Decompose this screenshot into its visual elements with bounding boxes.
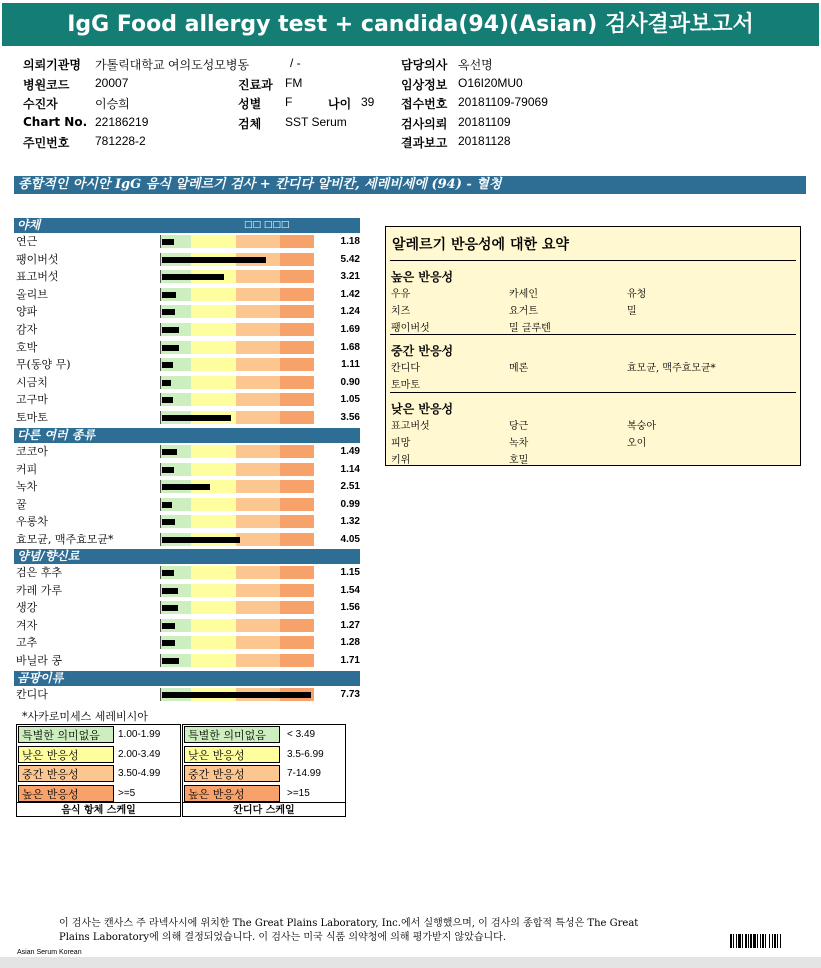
bottom-strip (0, 957, 821, 968)
summary-item: 오이 (627, 438, 647, 449)
summary-item: 토마토 (391, 380, 420, 391)
food-name: 고추 (16, 636, 38, 650)
food-name: 커피 (16, 462, 38, 476)
institution-label: 의뢰기관명 (23, 58, 81, 72)
score-bar (162, 484, 210, 490)
doctor-label: 담당의사 (401, 58, 448, 72)
score-scale (160, 654, 314, 667)
score-scale (160, 376, 314, 389)
score-scale (160, 480, 314, 493)
score-scale (160, 270, 314, 283)
score-bar (162, 588, 178, 594)
score-value: 1.05 (340, 394, 360, 406)
food-name: 꿀 (16, 497, 27, 511)
score-value: 5.42 (340, 253, 360, 265)
summary-item: 메론 (509, 363, 529, 374)
footer-note (59, 917, 709, 945)
legend-label: 특별한 의미없음 (184, 726, 280, 743)
summary-item: 피망 (391, 438, 411, 449)
summary-item: 팽이버섯 (391, 323, 430, 334)
summary-item: 치즈 (391, 306, 411, 317)
specimen-value: SST Serum (285, 115, 347, 129)
legend-food-box (16, 724, 181, 817)
score-bar (162, 309, 175, 315)
score-value: 1.69 (340, 324, 360, 335)
legend-label: 중간 반응성 (18, 765, 114, 782)
legend-label: 특별한 의미없음 (18, 726, 114, 743)
score-scale (160, 393, 314, 406)
footer-line-2: Plains Laboratory에 의해 결정되었습니다. 이 검사는 미국 식품 의약청에 의해 평가받지 않았습니다. (59, 932, 506, 943)
score-bar (162, 692, 311, 698)
summary-item: 우유 (391, 289, 411, 300)
score-bar (162, 380, 171, 386)
score-scale (160, 566, 314, 579)
legend-range: 7-14.99 (287, 768, 321, 779)
patient-label: 수진자 (23, 97, 58, 111)
score-bar (162, 345, 179, 351)
score-bar (162, 570, 174, 576)
score-scale (160, 358, 314, 371)
barcode-icon (730, 933, 790, 947)
score-value: 1.42 (340, 288, 360, 300)
food-name: 효모균, 맥주효모균* (16, 533, 114, 546)
category-header: 양념/향신료 (14, 549, 360, 564)
summary-item: 밀 (627, 306, 637, 317)
summary-item: 녹차 (509, 438, 529, 449)
score-scale (160, 463, 314, 476)
institution-value: 가톨릭대학교 여의도성모병동 (95, 58, 250, 72)
score-bar (162, 449, 177, 455)
age-value: 39 (361, 95, 375, 109)
score-value: 1.54 (340, 584, 360, 596)
score-scale (160, 341, 314, 354)
score-scale (160, 619, 314, 632)
receipt-no-label: 접수번호 (401, 97, 448, 111)
score-value: 1.71 (340, 655, 360, 666)
reactivity-summary (385, 226, 801, 466)
food-name: 양파 (16, 305, 38, 319)
doctor-value: 옥선명 (458, 58, 493, 72)
score-bar (162, 623, 175, 629)
food-name: 팽이버섯 (16, 252, 59, 266)
score-scale (160, 235, 314, 248)
score-bar (162, 658, 179, 664)
score-bar (162, 502, 172, 508)
score-value: 2.51 (340, 481, 360, 493)
food-name: 토마토 (16, 411, 48, 424)
summary-item: 키위 (391, 455, 411, 466)
food-name: 고구마 (16, 393, 48, 407)
legend-caption: 음식 항체 스케일 (17, 802, 180, 818)
score-value: 1.27 (340, 619, 360, 631)
report-date-value: 20181128 (458, 134, 511, 148)
score-scale (160, 411, 314, 424)
score-bar (162, 327, 179, 333)
sex-label: 성별 (238, 97, 262, 111)
patient-value: 이승희 (95, 97, 130, 111)
score-bar (162, 415, 231, 421)
summary-item: 당근 (509, 421, 529, 432)
food-name: 바닐라 콩 (16, 654, 63, 667)
receipt-no-value: 20181109-79069 (458, 95, 548, 109)
dept-label: 진료과 (238, 78, 273, 92)
summary-item: 효모균, 맥주효모균* (627, 363, 716, 374)
score-scale (160, 601, 314, 614)
summary-group-heading: 중간 반응성 (391, 344, 454, 358)
resident-no-value: 781228-2 (95, 134, 146, 148)
legend-candida-box (182, 724, 346, 817)
score-value: 1.28 (340, 637, 360, 649)
score-value: 1.15 (340, 567, 360, 578)
score-value: 0.99 (340, 498, 360, 510)
food-name: 칸디다 (16, 688, 48, 701)
food-name: 생강 (16, 601, 38, 615)
specimen-label: 검체 (238, 117, 262, 131)
score-value: 4.05 (340, 534, 360, 545)
category-header: 곰팡이류 (14, 671, 360, 686)
food-name: 시금치 (16, 375, 48, 389)
legend-range: 1.00-1.99 (118, 729, 161, 740)
request-date-label: 검사의뢰 (401, 117, 448, 131)
legend-label: 중간 반응성 (184, 765, 280, 782)
food-name: 녹차 (16, 480, 38, 494)
score-scale (160, 288, 314, 301)
clinical-info-value: O16I20MU0 (458, 76, 523, 90)
score-scale (160, 305, 314, 318)
summary-divider (390, 260, 796, 261)
summary-divider (390, 334, 796, 335)
request-date-value: 20181109 (458, 115, 511, 129)
food-name: 무(동양 무) (16, 358, 71, 372)
summary-item: 유청 (627, 289, 647, 300)
category-header: 다른 여러 종류 (14, 428, 360, 443)
institution-slash: / - (290, 56, 301, 70)
summary-item: 표고버섯 (391, 421, 430, 432)
score-value: 1.24 (340, 306, 360, 318)
summary-item: 호밀 (509, 455, 529, 466)
report-title: IgG Food allergy test + candida(94)(Asian) 검사결과보고서 (2, 3, 819, 46)
summary-item: 칸디다 (391, 363, 420, 374)
clinical-info-label: 임상정보 (401, 78, 448, 92)
score-scale (160, 584, 314, 597)
food-name: 연근 (16, 235, 38, 248)
category-header: 야채 (14, 218, 360, 233)
food-name: 코코아 (16, 445, 48, 458)
score-value: 1.14 (340, 463, 360, 475)
candida-note: *사카로미세스 세레비시아 (22, 710, 148, 723)
food-name: 겨자 (16, 618, 38, 632)
scale-header-label: □□ □□□ (244, 220, 290, 230)
score-value: 1.68 (340, 341, 360, 353)
score-scale (160, 533, 314, 546)
score-bar (162, 640, 175, 646)
score-bar (162, 519, 175, 525)
food-name: 올리브 (16, 287, 48, 301)
score-value: 1.49 (340, 446, 360, 457)
footer-corner-label: Asian Serum Korean (17, 949, 82, 956)
summary-item: 복숭아 (627, 421, 656, 432)
age-label: 나이 (328, 97, 352, 111)
legend-range: 2.00-3.49 (118, 748, 161, 760)
food-name: 우롱차 (16, 515, 48, 529)
score-value: 1.56 (340, 602, 360, 614)
score-bar (162, 239, 174, 245)
score-scale (160, 636, 314, 649)
score-value: 1.18 (340, 236, 360, 247)
score-bar (162, 257, 266, 263)
chart-no-label: Chart No. (23, 115, 88, 129)
score-scale (160, 498, 314, 511)
score-value: 1.32 (340, 516, 360, 528)
score-value: 1.11 (341, 359, 360, 371)
score-bar (162, 292, 176, 298)
score-bar (162, 467, 174, 473)
chart-no-value: 22186219 (95, 115, 149, 129)
legend-caption: 칸디다 스케일 (183, 802, 345, 818)
score-bar (162, 605, 178, 611)
food-name: 검은 후추 (16, 566, 63, 579)
legend-label: 낮은 반응성 (184, 746, 280, 763)
score-scale (160, 253, 314, 266)
hospital-code-value: 20007 (95, 76, 129, 90)
score-value: 0.90 (340, 376, 360, 388)
sex-value: F (285, 95, 293, 109)
report-date-label: 결과보고 (401, 136, 448, 150)
summary-title: 알레르기 반응성에 대한 요약 (392, 237, 569, 253)
legend-label: 낮은 반응성 (18, 746, 114, 763)
legend-range: < 3.49 (287, 729, 316, 740)
summary-group-heading: 높은 반응성 (391, 270, 454, 284)
legend-range: >=15 (287, 787, 310, 799)
score-bar (162, 537, 240, 543)
score-scale (160, 515, 314, 528)
legend-label: 높은 반응성 (184, 785, 280, 802)
food-name: 호박 (16, 340, 38, 354)
food-name: 표고버섯 (16, 270, 59, 284)
footer-line-1: 이 검사는 캔사스 주 라넥사시에 위치한 The Great Plains Laboratory, Inc.에서 실행했으며, 이 검사의 종합적 특성은 The Great (59, 918, 639, 929)
summary-item: 요거트 (509, 306, 538, 317)
food-name: 감자 (16, 323, 38, 336)
legend-range: 3.5-6.99 (287, 748, 324, 760)
score-scale (160, 323, 314, 336)
score-value: 7.73 (340, 689, 360, 700)
score-bar (162, 274, 224, 280)
hospital-code-label: 병원코드 (23, 78, 70, 92)
resident-no-label: 주민번호 (23, 136, 70, 150)
summary-item: 카세인 (509, 289, 538, 300)
summary-item: 밀 글루텐 (509, 323, 551, 334)
summary-group-heading: 낮은 반응성 (391, 402, 454, 416)
score-scale (160, 445, 314, 458)
food-name: 카레 가루 (16, 583, 63, 597)
legend-label: 높은 반응성 (18, 785, 114, 802)
score-value: 3.56 (340, 412, 360, 423)
score-value: 3.21 (340, 271, 360, 283)
score-bar (162, 362, 173, 368)
test-subtitle: 종합적인 아시안 IgG 음식 알레르기 검사 + 칸디다 알비칸, 세레비세에 (94) - 혈청 (14, 176, 806, 194)
score-bar (162, 397, 173, 403)
score-scale (160, 688, 314, 701)
summary-divider (390, 392, 796, 393)
legend-range: 3.50-4.99 (118, 768, 161, 779)
legend-range: >=5 (118, 787, 136, 799)
dept-value: FM (285, 76, 303, 90)
